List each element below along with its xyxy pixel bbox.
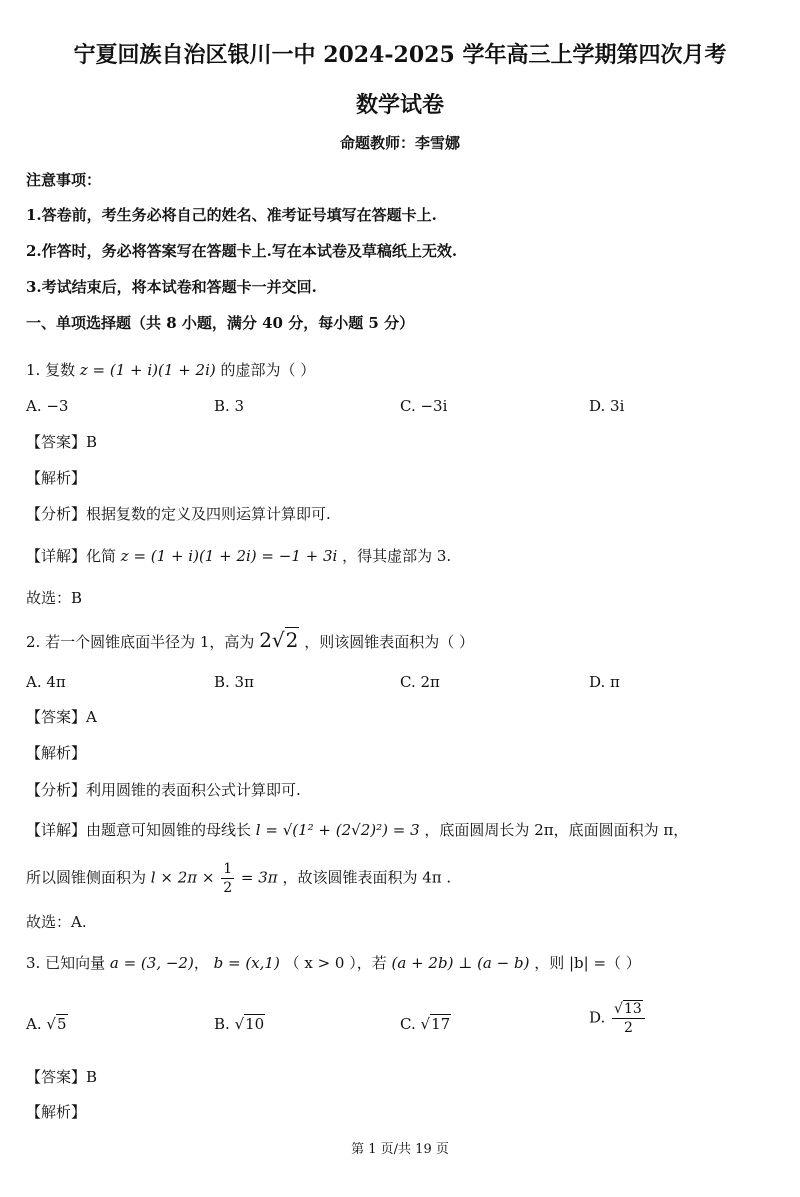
fenxi-line: 【分析】利用圆锥的表面积公式计算即可. [26, 781, 301, 799]
formula-coef: 2 [259, 628, 272, 652]
option-a: A. √5 [26, 1015, 67, 1033]
fraction-numerator: √13 [612, 1000, 645, 1019]
stem-text: 2. 若一个圆锥底面半径为 1，高为 [26, 633, 255, 651]
formula-radicand: 2 [285, 628, 299, 652]
option-d: D. π [589, 673, 620, 691]
option-b: B. 3π [214, 673, 254, 691]
choose-line: 故选：A. [26, 913, 87, 931]
exam-title: 宁夏回族自治区银川一中 2024-2025 学年高三上学期第四次月考 [73, 42, 727, 68]
answer-line: 【答案】B [26, 433, 98, 451]
detail-text: ，底面圆周长为 2π，底面圆面积为 π， [424, 821, 689, 839]
stem-text: ，则 |b| =（ ） [534, 954, 641, 972]
notice-heading: 注意事项： [26, 171, 102, 189]
detail-text: ，得其虚部为 3. [342, 547, 452, 565]
option-b: B. √10 [214, 1015, 265, 1033]
option-d: D. 3i [589, 397, 625, 415]
option-radicand: 10 [245, 1015, 265, 1033]
section-title: 一、单项选择题（共 8 小题，满分 40 分，每小题 5 分） [26, 314, 415, 332]
choose-line: 故选：B [26, 589, 83, 607]
option-radicand: 5 [56, 1015, 67, 1033]
option-a: A. −3 [26, 397, 69, 415]
formula: b = (x,1) [213, 954, 280, 972]
stem-text: 的虚部为（ ） [220, 361, 316, 379]
detail-line [26, 820, 688, 840]
detail-text: 【详解】化简 [26, 547, 117, 565]
fenxi-line: 【分析】根据复数的定义及四则运算计算即可. [26, 505, 331, 523]
answer-line: 【答案】B [26, 1068, 98, 1086]
detail-text: 所以圆锥侧面积为 [26, 868, 147, 887]
author-line: 命题教师：李雪娜 [339, 134, 460, 152]
formula: = 3π [240, 868, 278, 887]
page-number: 第 1 页/共 19 页 [351, 1142, 449, 1157]
question-2-stem: 2. 若一个圆锥底面半径为 1，高为 2√2 ，则该圆锥表面积为（ ） [26, 628, 474, 652]
option-radicand: 17 [431, 1015, 451, 1033]
notice-item: 1.答卷前，考生务必将自己的姓名、准考证号填写在答题卡上. [26, 206, 437, 224]
notice-item: 3.考试结束后，将本试卷和答题卡一并交回. [26, 278, 317, 296]
formula: l × 2π × [150, 868, 215, 887]
fraction [221, 860, 234, 897]
stem-text: 1. 复数 [26, 361, 76, 379]
detail-text: 【详解】由题意可知圆锥的母线长 [26, 821, 252, 839]
detail-line-2 [26, 860, 451, 897]
analysis-label: 【解析】 [26, 1103, 87, 1121]
fraction-denominator: 2 [223, 880, 233, 896]
option-c: C. 2π [400, 673, 440, 691]
option-c: C. −3i [400, 397, 448, 415]
fraction [612, 1000, 645, 1037]
formula: (a + 2b) ⊥ (a − b) [391, 954, 530, 972]
formula: l = √(1² + (2√2)²) = 3 [255, 821, 420, 839]
detail-text: ，故该圆锥表面积为 4π . [282, 868, 452, 887]
option-b: B. 3 [214, 397, 245, 415]
answer-line: 【答案】A [26, 708, 97, 726]
formula: a = (3, −2) [109, 954, 194, 972]
option-d: D. $\frac{√13}{2}$ [589, 1000, 647, 1037]
fraction-numerator: 1 [223, 861, 233, 877]
option-c: C. √17 [400, 1015, 451, 1033]
separator: ， [193, 954, 209, 972]
notice-item: 2.作答时，务必将答案写在答题卡上.写在本试卷及草稿纸上无效. [26, 242, 458, 260]
formula: z = (1 + i)(1 + 2i) = −1 + 3i [120, 547, 338, 565]
exam-subtitle: 数学试卷 [355, 92, 444, 118]
detail-line [26, 546, 451, 566]
fraction-denominator: 2 [623, 1020, 633, 1036]
option-a: A. 4π [26, 673, 66, 691]
analysis-label: 【解析】 [26, 469, 87, 487]
stem-text: （ x > 0 ），若 [284, 954, 387, 972]
stem-text: 3. 已知向量 [26, 954, 106, 972]
question-1-stem [26, 360, 315, 380]
stem-text: ，则该圆锥表面积为（ ） [304, 633, 474, 651]
question-3-stem [26, 953, 641, 973]
analysis-label: 【解析】 [26, 744, 87, 762]
formula: z = (1 + i)(1 + 2i) [79, 361, 216, 379]
